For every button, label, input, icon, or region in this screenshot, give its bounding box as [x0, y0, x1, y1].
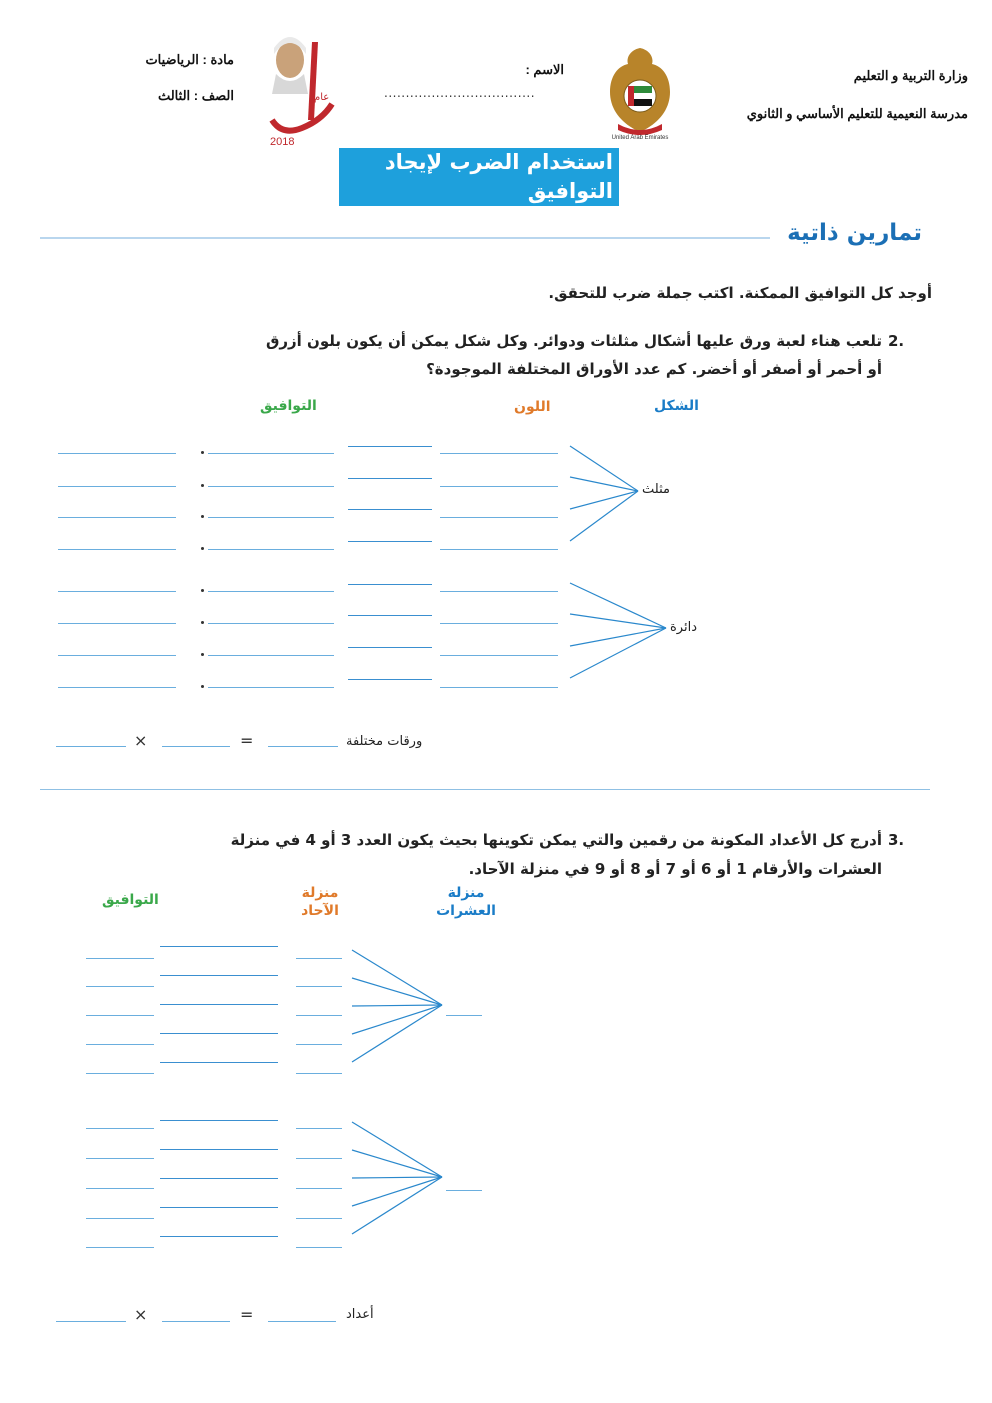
q3-combo-blank[interactable] [160, 1120, 278, 1121]
q3-ones-blank[interactable] [296, 1044, 342, 1045]
q3-combo-blank[interactable] [160, 1004, 278, 1005]
q3-result-label: أعداد [346, 1307, 374, 1322]
q3-ones-blank[interactable] [296, 1158, 342, 1159]
q2-col-color: اللون [514, 399, 551, 415]
q3-factor1-blank[interactable] [56, 1321, 126, 1322]
q3-combo-blank[interactable] [86, 958, 154, 959]
q3-combo-blank[interactable] [86, 1247, 154, 1248]
zayed-year-word: عام [314, 92, 330, 103]
q3-combo-blank[interactable] [160, 1149, 278, 1150]
q2-col-shape: الشكل [654, 398, 699, 414]
q3-product-blank[interactable] [268, 1321, 336, 1322]
name-label: الاسم : [525, 62, 564, 77]
q3-ones-blank[interactable] [296, 1218, 342, 1219]
q3-combo-blank[interactable] [160, 1062, 278, 1063]
q3-combo-blank[interactable] [86, 986, 154, 987]
q2-triangle-label: مثلث [642, 482, 670, 497]
q3-col-ones: منزلة الآحاد [301, 885, 339, 919]
name-field[interactable]: ................................... [384, 86, 536, 100]
q3-combo-blank[interactable] [160, 1033, 278, 1034]
instruction-text: أوجد كل التوافيق الممكنة. اكتب جملة ضرب للتحقق. [548, 284, 932, 302]
q2-number: 2. [888, 332, 905, 350]
q2-times-sign: × [134, 731, 148, 750]
q2-circle-label: دائرة [670, 620, 698, 635]
q3-combo-blank[interactable] [160, 1178, 278, 1179]
q3-combo-blank[interactable] [86, 1218, 154, 1219]
grade-label: الصف : الثالث [157, 88, 234, 103]
q2-col-combos: التوافيق [260, 398, 317, 414]
q3-combo-blank[interactable] [160, 1207, 278, 1208]
q3-text-line1: أدرج كل الأعداد المكونة من رقمين والتي يمكن تكوينها بحيث يكون العدد 3 أو 4 في منزلة [230, 831, 882, 849]
ministry-name: وزارة التربية و التعليم [853, 68, 968, 83]
q3-combo-blank[interactable] [86, 1188, 154, 1189]
subject-label: مادة : الرياضيات [145, 52, 234, 67]
q2-equals-sign: = [240, 731, 254, 750]
q3-ones-blank[interactable] [296, 1073, 342, 1074]
q3-ones-blank[interactable] [296, 1015, 342, 1016]
q3-combo-blank[interactable] [160, 1236, 278, 1237]
q3-combo-blank[interactable] [86, 1073, 154, 1074]
q3-combo-blank[interactable] [86, 1128, 154, 1129]
q3-ones-blank[interactable] [296, 986, 342, 987]
q3-col-tens: منزلة العشرات [436, 885, 496, 919]
lesson-title: استخدام الضرب لإيجاد التوافيق [339, 148, 619, 206]
q3-ones-blank[interactable] [296, 1128, 342, 1129]
q3-tens-blank[interactable] [446, 1190, 482, 1191]
q2-text-line2: أو أحمر أو أصفر أو أخضر. كم عدد الأوراق المختلفة الموجودة؟ [426, 360, 882, 378]
q3-combo-blank[interactable] [160, 946, 278, 947]
q3-combo-blank[interactable] [86, 1015, 154, 1016]
school-name: مدرسة النعيمية للتعليم الأساسي و الثانوي [746, 106, 968, 121]
emblem-caption: United Arab Emirates [611, 135, 669, 141]
q3-times-sign: × [134, 1305, 148, 1324]
q2-text-line1: تلعب هناء لعبة ورق عليها أشكال مثلثات ودوائر. وكل شكل يمكن أن يكون بلون أزرق [265, 332, 882, 350]
q3-ones-blank[interactable] [296, 1188, 342, 1189]
q3-ones-blank[interactable] [296, 958, 342, 959]
q3-tens-blank[interactable] [446, 1015, 482, 1016]
q3-factor2-blank[interactable] [162, 1321, 230, 1322]
q3-combo-blank[interactable] [86, 1158, 154, 1159]
q2-result-label: ورقات مختلفة [346, 734, 423, 749]
q3-equals-sign: = [240, 1305, 254, 1324]
q3-text-line2: العشرات والأرقام 1 أو 6 أو 7 أو 8 أو 9 في منزلة الآحاد. [468, 860, 882, 878]
q3-col-combos: التوافيق [102, 892, 159, 908]
zayed-year: 2018 [270, 136, 295, 148]
section-title: تمارين ذاتية [787, 220, 922, 246]
q3-number: 3. [888, 831, 905, 849]
q3-ones-blank[interactable] [296, 1247, 342, 1248]
q3-combo-blank[interactable] [160, 975, 278, 976]
q3-combo-blank[interactable] [86, 1044, 154, 1045]
